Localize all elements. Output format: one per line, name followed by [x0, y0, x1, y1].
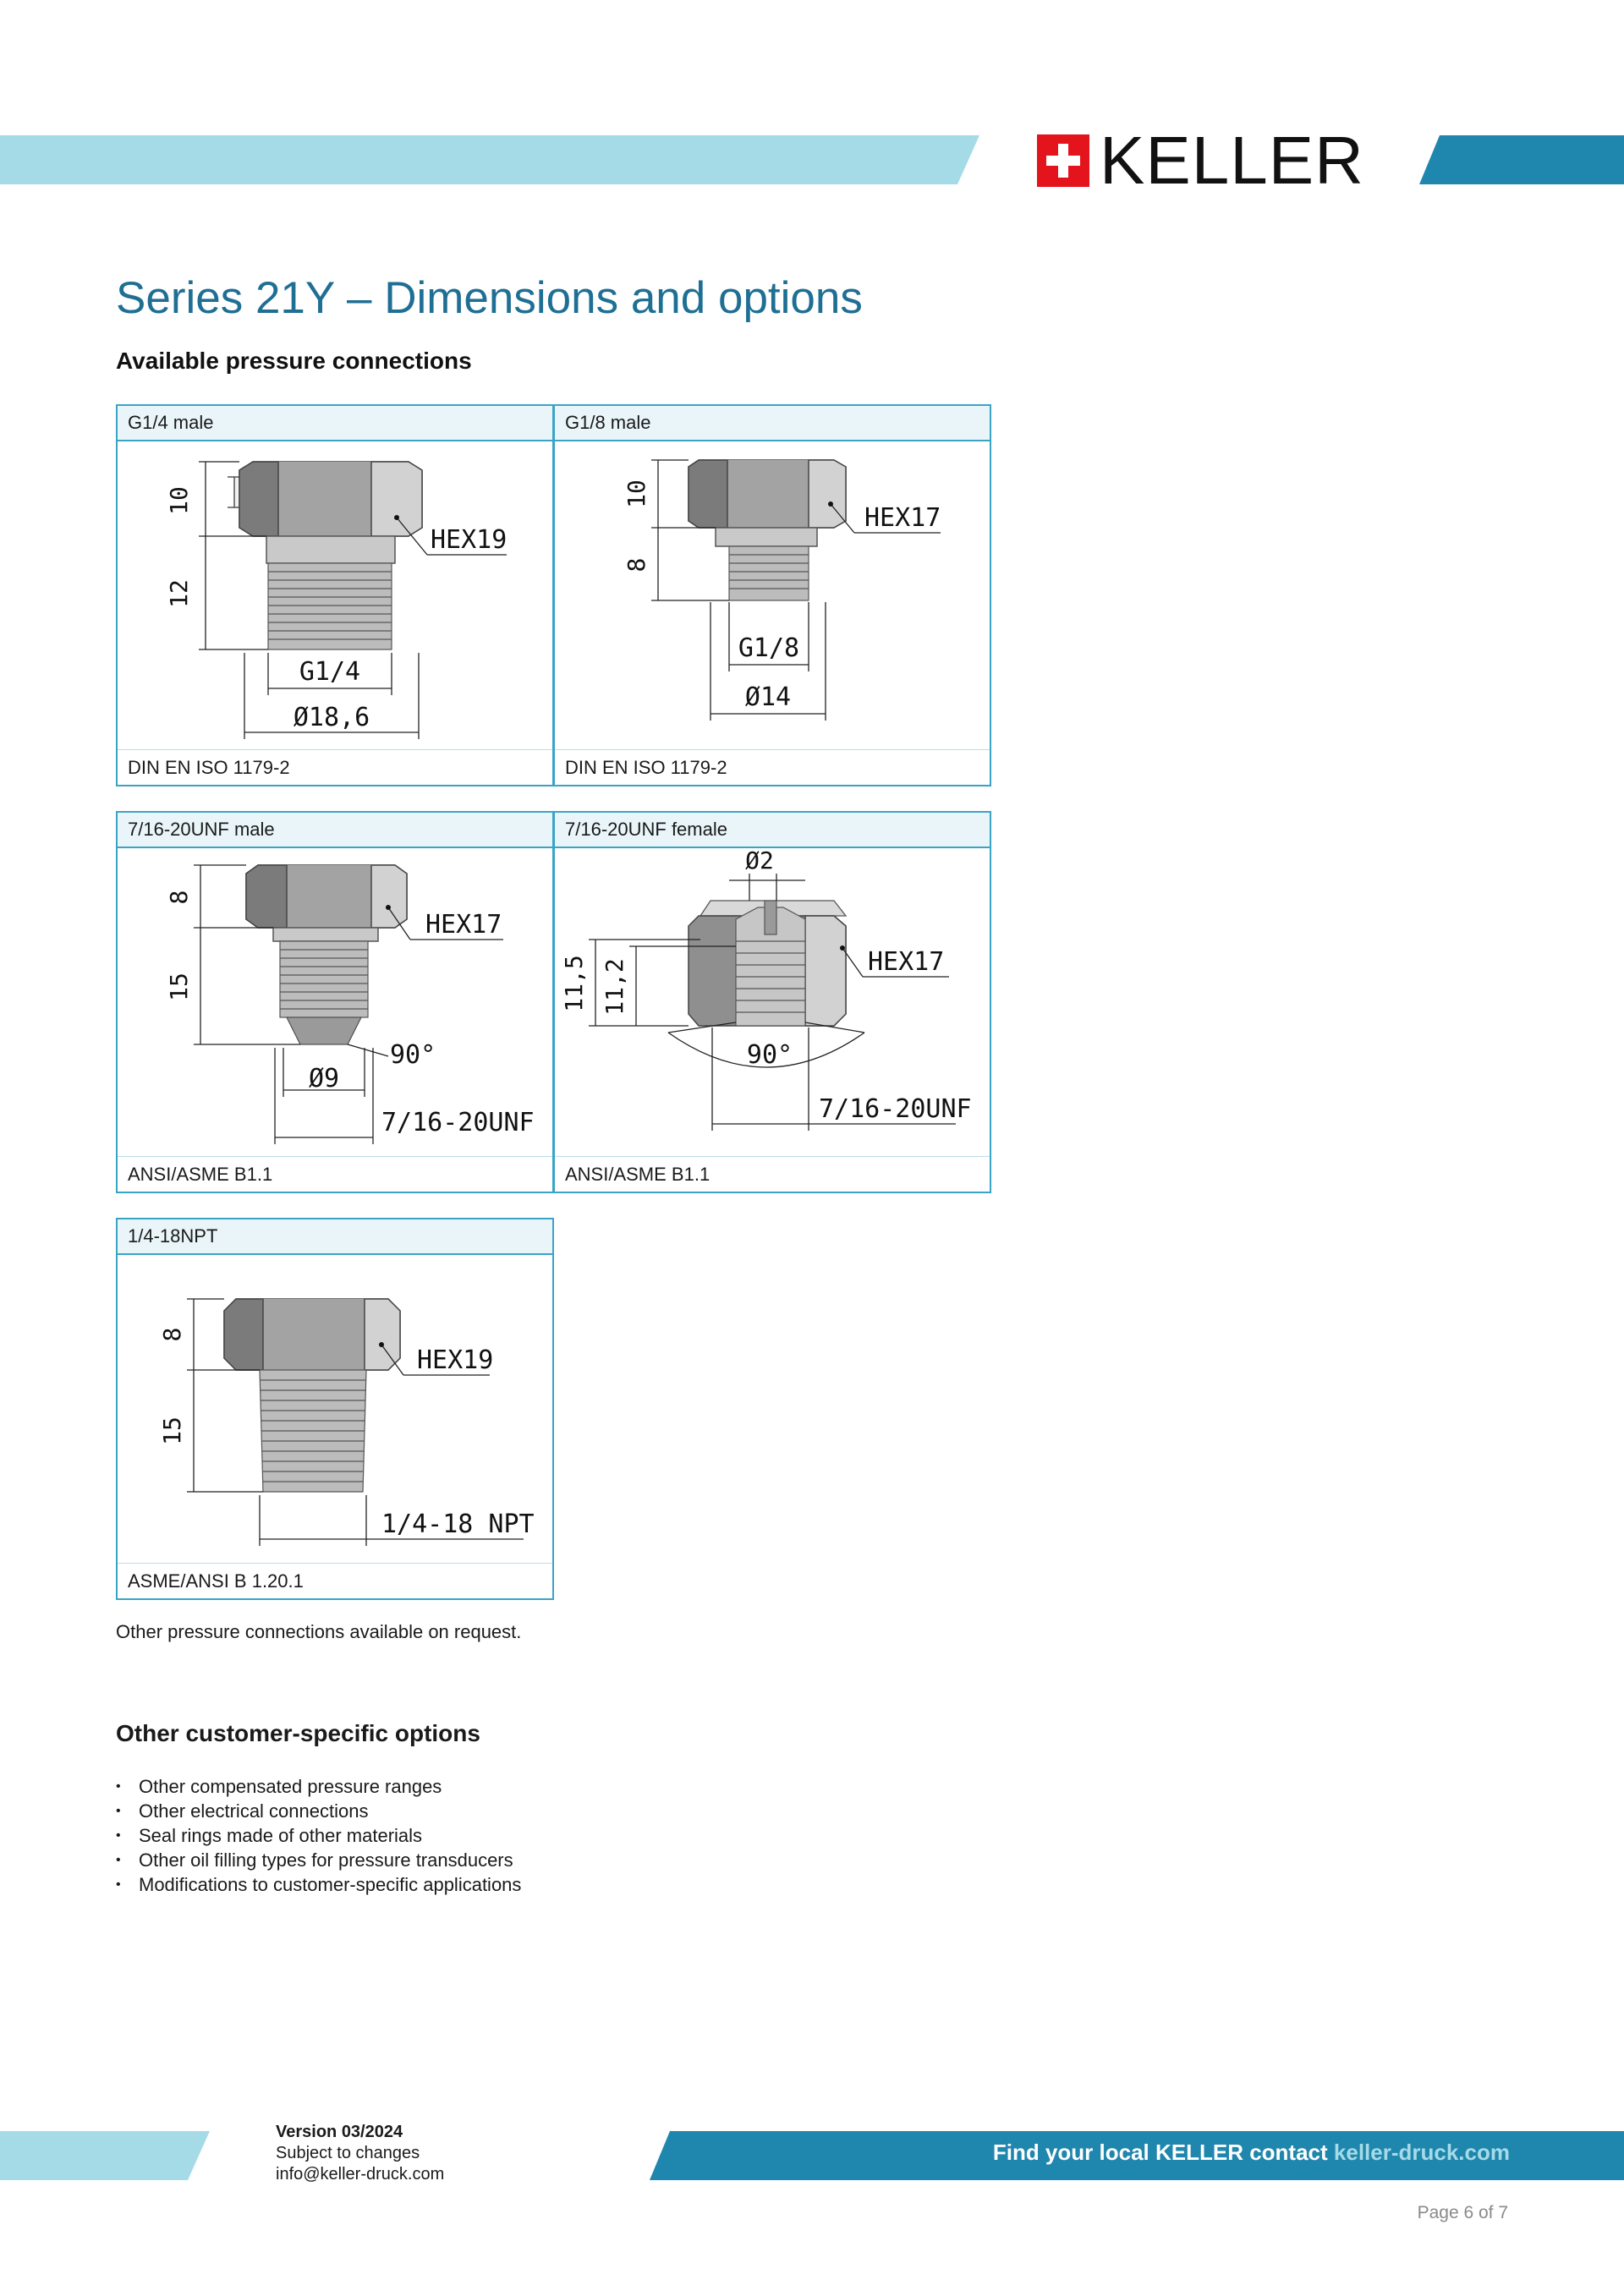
thread-label: 7/16-20UNF	[381, 1108, 535, 1137]
dim-height-thread: 15	[158, 1417, 186, 1445]
drawing-svg-g14	[118, 441, 552, 749]
thread-unf-male	[280, 941, 368, 1017]
footer-band-left	[0, 2131, 210, 2180]
thread-g18	[729, 546, 809, 600]
thread-npt	[260, 1370, 366, 1492]
hex-body	[239, 462, 422, 536]
hex-body	[246, 865, 407, 928]
drawing-g18	[555, 441, 990, 749]
hex-body	[224, 1299, 400, 1370]
bore-section	[736, 901, 805, 1026]
drawing-npt	[118, 1255, 552, 1563]
drawing-svg-unf-female	[555, 848, 990, 1156]
angle-label: 90°	[746, 1040, 793, 1070]
dim-height-thread: 15	[165, 973, 193, 1001]
section-heading-connections: Available pressure connections	[116, 348, 472, 374]
diameter-label: Ø9	[308, 1064, 340, 1093]
hex-label: HEX19	[431, 525, 508, 555]
drawing-svg-g18	[555, 441, 990, 749]
dim-height-hex: 10	[165, 486, 193, 515]
dim-height-thread: 12	[165, 579, 193, 608]
dim-height-hex: 8	[158, 1327, 186, 1342]
footer-changes: Subject to changes	[276, 2144, 420, 2162]
bore-label: Ø2	[745, 848, 774, 874]
swiss-flag-icon	[1037, 134, 1089, 187]
hex-label: HEX17	[425, 910, 502, 940]
section-heading-options: Other customer-specific options	[116, 1720, 480, 1746]
list-item: • Other oil filling types for pressure transducers	[116, 1848, 521, 1872]
keller-logo	[1037, 123, 1364, 198]
card-title: 7/16-20UNF female	[555, 813, 990, 848]
hex-label: HEX19	[417, 1345, 494, 1375]
footer-version: Version 03/2024	[276, 2123, 403, 2141]
footer-contact-link[interactable]: keller-druck.com	[1333, 2140, 1510, 2165]
dim-height-hex: 8	[165, 890, 193, 905]
thread-label: G1/4	[299, 657, 361, 687]
connection-card-unf-female	[553, 811, 991, 1193]
footer-email[interactable]: info@keller-druck.com	[276, 2165, 445, 2184]
drawing-unf-male	[118, 848, 552, 1156]
drawing-svg-unf-male	[118, 848, 552, 1156]
thread-g14	[268, 563, 392, 649]
card-standard: ANSI/ASME B1.1	[555, 1156, 990, 1192]
hex-label: HEX17	[864, 503, 941, 533]
dim-height-thread: 8	[623, 557, 650, 573]
angle-label: 90°	[390, 1040, 436, 1070]
card-standard: ASME/ANSI B 1.20.1	[118, 1563, 552, 1598]
card-title: G1/8 male	[555, 406, 990, 441]
footer-contact-text: Find your local KELLER contact	[992, 2140, 1328, 2165]
dim-height-thread: 11,2	[601, 958, 628, 1016]
card-title: G1/4 male	[118, 406, 552, 441]
hex-label: HEX17	[868, 947, 945, 977]
connection-card-npt	[116, 1218, 554, 1600]
options-list	[116, 1774, 521, 1897]
hex-body	[689, 460, 846, 528]
header-band-right	[1419, 135, 1624, 184]
logo-text: KELLER	[1100, 123, 1364, 198]
card-standard: ANSI/ASME B1.1	[118, 1156, 552, 1192]
connection-card-unf-male	[116, 811, 554, 1193]
connection-card-g14	[116, 404, 554, 786]
drawing-svg-npt	[118, 1255, 552, 1563]
connections-note: Other pressure connections available on request.	[116, 1621, 522, 1642]
page-title: Series 21Y – Dimensions and options	[116, 273, 863, 323]
diameter-label: Ø18,6	[293, 703, 370, 732]
dim-height-hex: 10	[623, 479, 650, 508]
list-item: • Other electrical connections	[116, 1799, 521, 1823]
list-item: • Seal rings made of other materials	[116, 1823, 521, 1848]
drawing-unf-female	[555, 848, 990, 1156]
dim-height-total: 11,5	[560, 955, 588, 1012]
thread-label: 7/16-20UNF	[819, 1094, 972, 1124]
thread-label: 1/4-18 NPT	[381, 1510, 535, 1539]
card-standard: DIN EN ISO 1179-2	[555, 749, 990, 785]
footer-contact	[993, 2140, 1510, 2166]
footer-info	[276, 2122, 444, 2185]
diameter-label: Ø14	[744, 682, 792, 712]
list-item: • Modifications to customer-specific applications	[116, 1872, 521, 1897]
connection-card-g18	[553, 404, 991, 786]
card-title: 7/16-20UNF male	[118, 813, 552, 848]
card-title: 1/4-18NPT	[118, 1219, 552, 1255]
header-band-left	[0, 135, 979, 184]
thread-label: G1/8	[738, 633, 800, 663]
page-number: Page 6 of 7	[1417, 2203, 1508, 2222]
list-item: • Other compensated pressure ranges	[116, 1774, 521, 1799]
drawing-g14	[118, 441, 552, 749]
card-standard: DIN EN ISO 1179-2	[118, 749, 552, 785]
